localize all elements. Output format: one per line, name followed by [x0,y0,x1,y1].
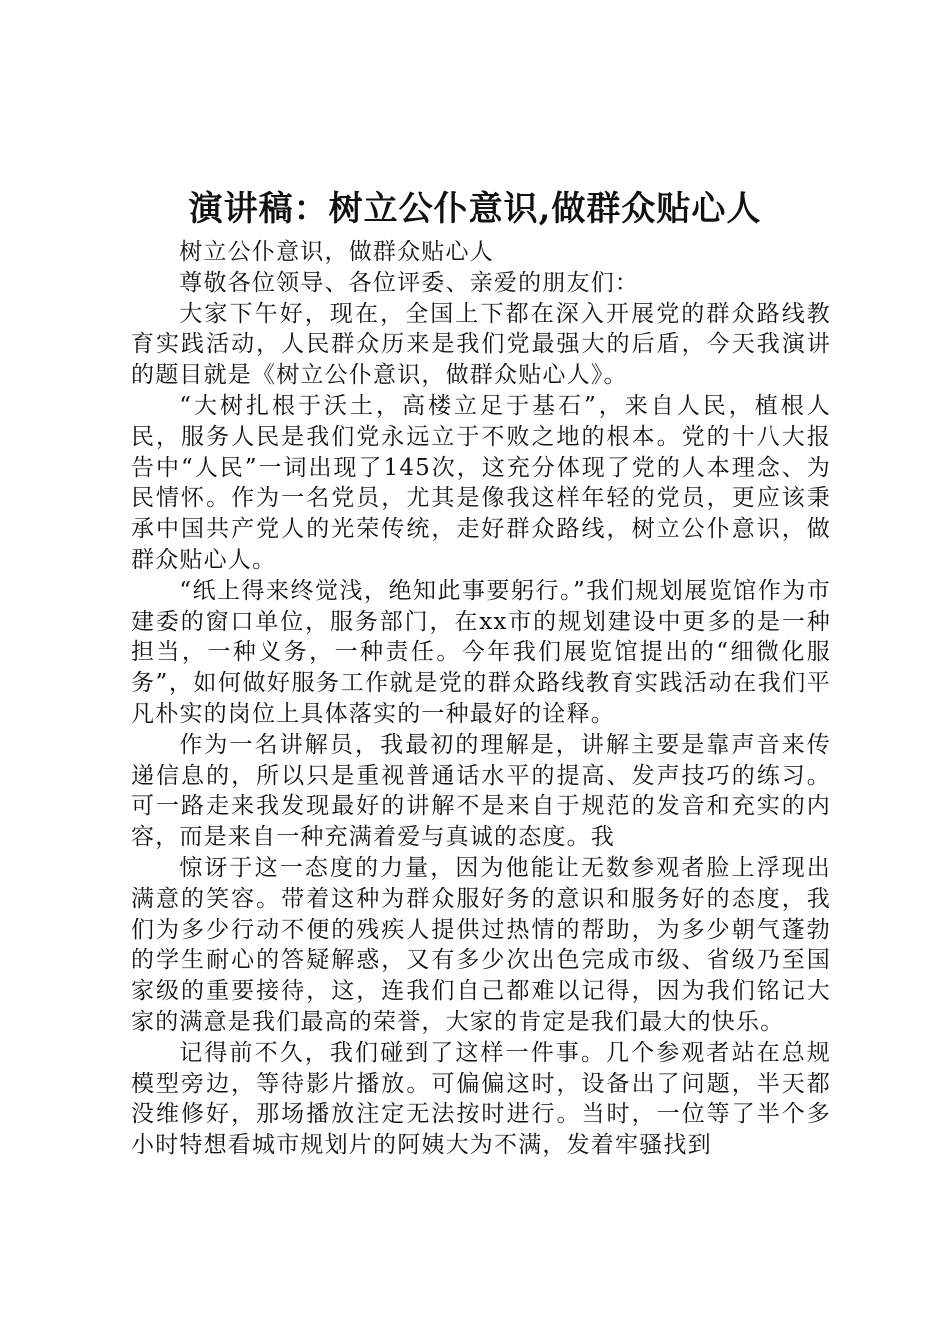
document-title: 演讲稿：树立公仆意识,做群众贴心人 [188,189,762,229]
document-body [131,237,831,1161]
paragraph: 惊讶于这一态度的力量，因为他能让无数参观者脸上浮现出满意的笑容。带着这种为群众服好务的意识和服务好的态度，我们为多少行动不便的残疾人提供过热情的帮助，为多少朝气蓬勃的学生耐心的答疑解惑，又有多少次出色完成市级、省级乃至国家级的重要接待，这，连我们自己都难以记得，因为我们铭记大家的满意是我们最高的荣誉，大家的肯定是我们最大的快乐。 [131,854,831,1035]
paragraph: “大树扎根于沃土，高楼立足于基石”，来自人民，植根人民，服务人民是我们党永远立于不败之地的根本。党的十八大报告中“人民”一词出现了145次，这充分体现了党的人本理念、为民情怀。作为一名党员，尤其是像我这样年轻的党员，更应该秉承中国共产党人的光荣传统，走好群众路线，树立公仆意识，做群众贴心人。 [131,392,831,573]
paragraph-salutation: 尊敬各位领导、各位评委、亲爱的朋友们： [179,269,640,296]
paragraph-subtitle: 树立公仆意识，做群众贴心人 [179,239,494,265]
paragraph: “纸上得来终觉浅，绝知此事要躬行。”我们规划展览馆作为市建委的窗口单位，服务部门，在xx市的规划建设中更多的是一种担当，一种义务，一种责任。今年我们展览馆提出的“细微化服务”，如何做好服务工作就是党的群众路线教育实践活动在我们平凡朴实的岗位上具体落实的一种最好的诠释。 [131,577,831,727]
paragraph: 作为一名讲解员，我最初的理解是，讲解主要是靠声音来传递信息的，所以只是重视普通话水平的提高、发声技巧的练习。可一路走来我发现最好的讲解不是来自于规范的发音和充实的内容，而是来自一种充满着爱与真诚的态度。我 [131,731,831,851]
paragraph: 记得前不久，我们碰到了这样一件事。几个参观者站在总规模型旁边，等待影片播放。可偏偏这时，设备出了问题，半天都没维修好，那场播放注定无法按时进行。当时，一位等了半个多小时特想看城市规划片的阿姨大为不满，发着牢骚找到 [131,1039,831,1159]
paragraph: 大家下午好，现在，全国上下都在深入开展党的群众路线教育实践活动，人民群众历来是我们党最强大的后盾，今天我演讲的题目就是《树立公仆意识，做群众贴心人》。 [131,300,831,389]
